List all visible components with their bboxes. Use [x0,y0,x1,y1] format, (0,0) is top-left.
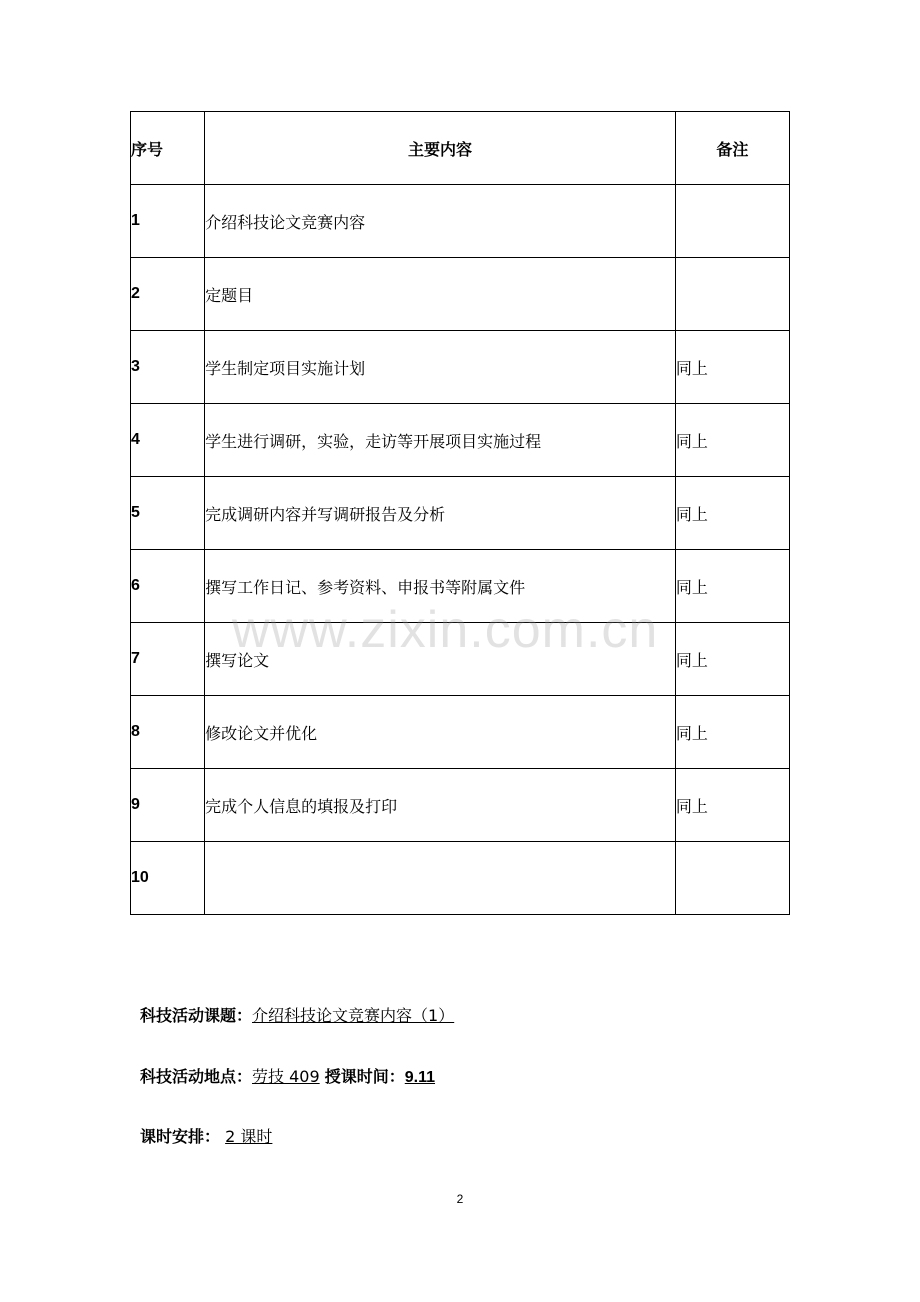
table-row [131,696,790,769]
table-row [131,842,790,915]
row-number: 2 [131,258,205,331]
table-row [131,550,790,623]
row-note [675,258,789,331]
row-note: 同上 [675,623,789,696]
row-content: 学生进行调研，实验，走访等开展项目实施过程 [205,404,676,477]
row-content: 介绍科技论文竞赛内容 [205,185,676,258]
row-number: 5 [131,477,205,550]
row-content: 撰写工作日记、参考资料、申报书等附属文件 [205,550,676,623]
header-content: 主要内容 [205,112,676,185]
schedule-table [130,111,790,915]
class-hours-label: 课时安排： [140,1127,221,1146]
row-number: 7 [131,623,205,696]
table-row [131,769,790,842]
row-note [675,842,789,915]
activity-location-label: 科技活动地点： [140,1067,253,1086]
class-time-label: 授课时间： [324,1067,405,1086]
row-number: 8 [131,696,205,769]
row-content: 修改论文并优化 [205,696,676,769]
row-note: 同上 [675,331,789,404]
row-note: 同上 [675,769,789,842]
class-time-value: 9.11 [404,1069,436,1086]
table-header-row [131,112,790,185]
row-note: 同上 [675,550,789,623]
table-row [131,185,790,258]
row-number: 4 [131,404,205,477]
row-content: 定题目 [205,258,676,331]
table-row [131,258,790,331]
row-content: 学生制定项目实施计划 [205,331,676,404]
row-content [205,842,676,915]
table-row [131,623,790,696]
table-row [131,477,790,550]
table-row [131,404,790,477]
page-number: 2 [456,1192,464,1206]
row-number: 1 [131,185,205,258]
row-content: 撰写论文 [205,623,676,696]
activity-location-line [140,1064,435,1087]
row-number: 3 [131,331,205,404]
activity-topic-line [140,1003,454,1026]
row-content: 完成调研内容并写调研报告及分析 [205,477,676,550]
row-content: 完成个人信息的填报及打印 [205,769,676,842]
class-hours-value: 2 课时 [225,1127,273,1146]
row-number: 6 [131,550,205,623]
table-row [131,331,790,404]
row-note: 同上 [675,696,789,769]
watermark: www.zixin.com.cn [232,601,659,659]
activity-topic-value: 介绍科技论文竞赛内容（1） [252,1006,455,1025]
header-number: 序号 [131,112,205,185]
row-number: 10 [131,842,205,915]
row-number: 9 [131,769,205,842]
row-note: 同上 [675,477,789,550]
row-note [675,185,789,258]
row-note: 同上 [675,404,789,477]
header-note: 备注 [675,112,789,185]
activity-topic-label: 科技活动课题： [140,1006,253,1025]
class-hours-line [140,1124,272,1147]
activity-location-value: 劳技 409 [252,1067,320,1086]
